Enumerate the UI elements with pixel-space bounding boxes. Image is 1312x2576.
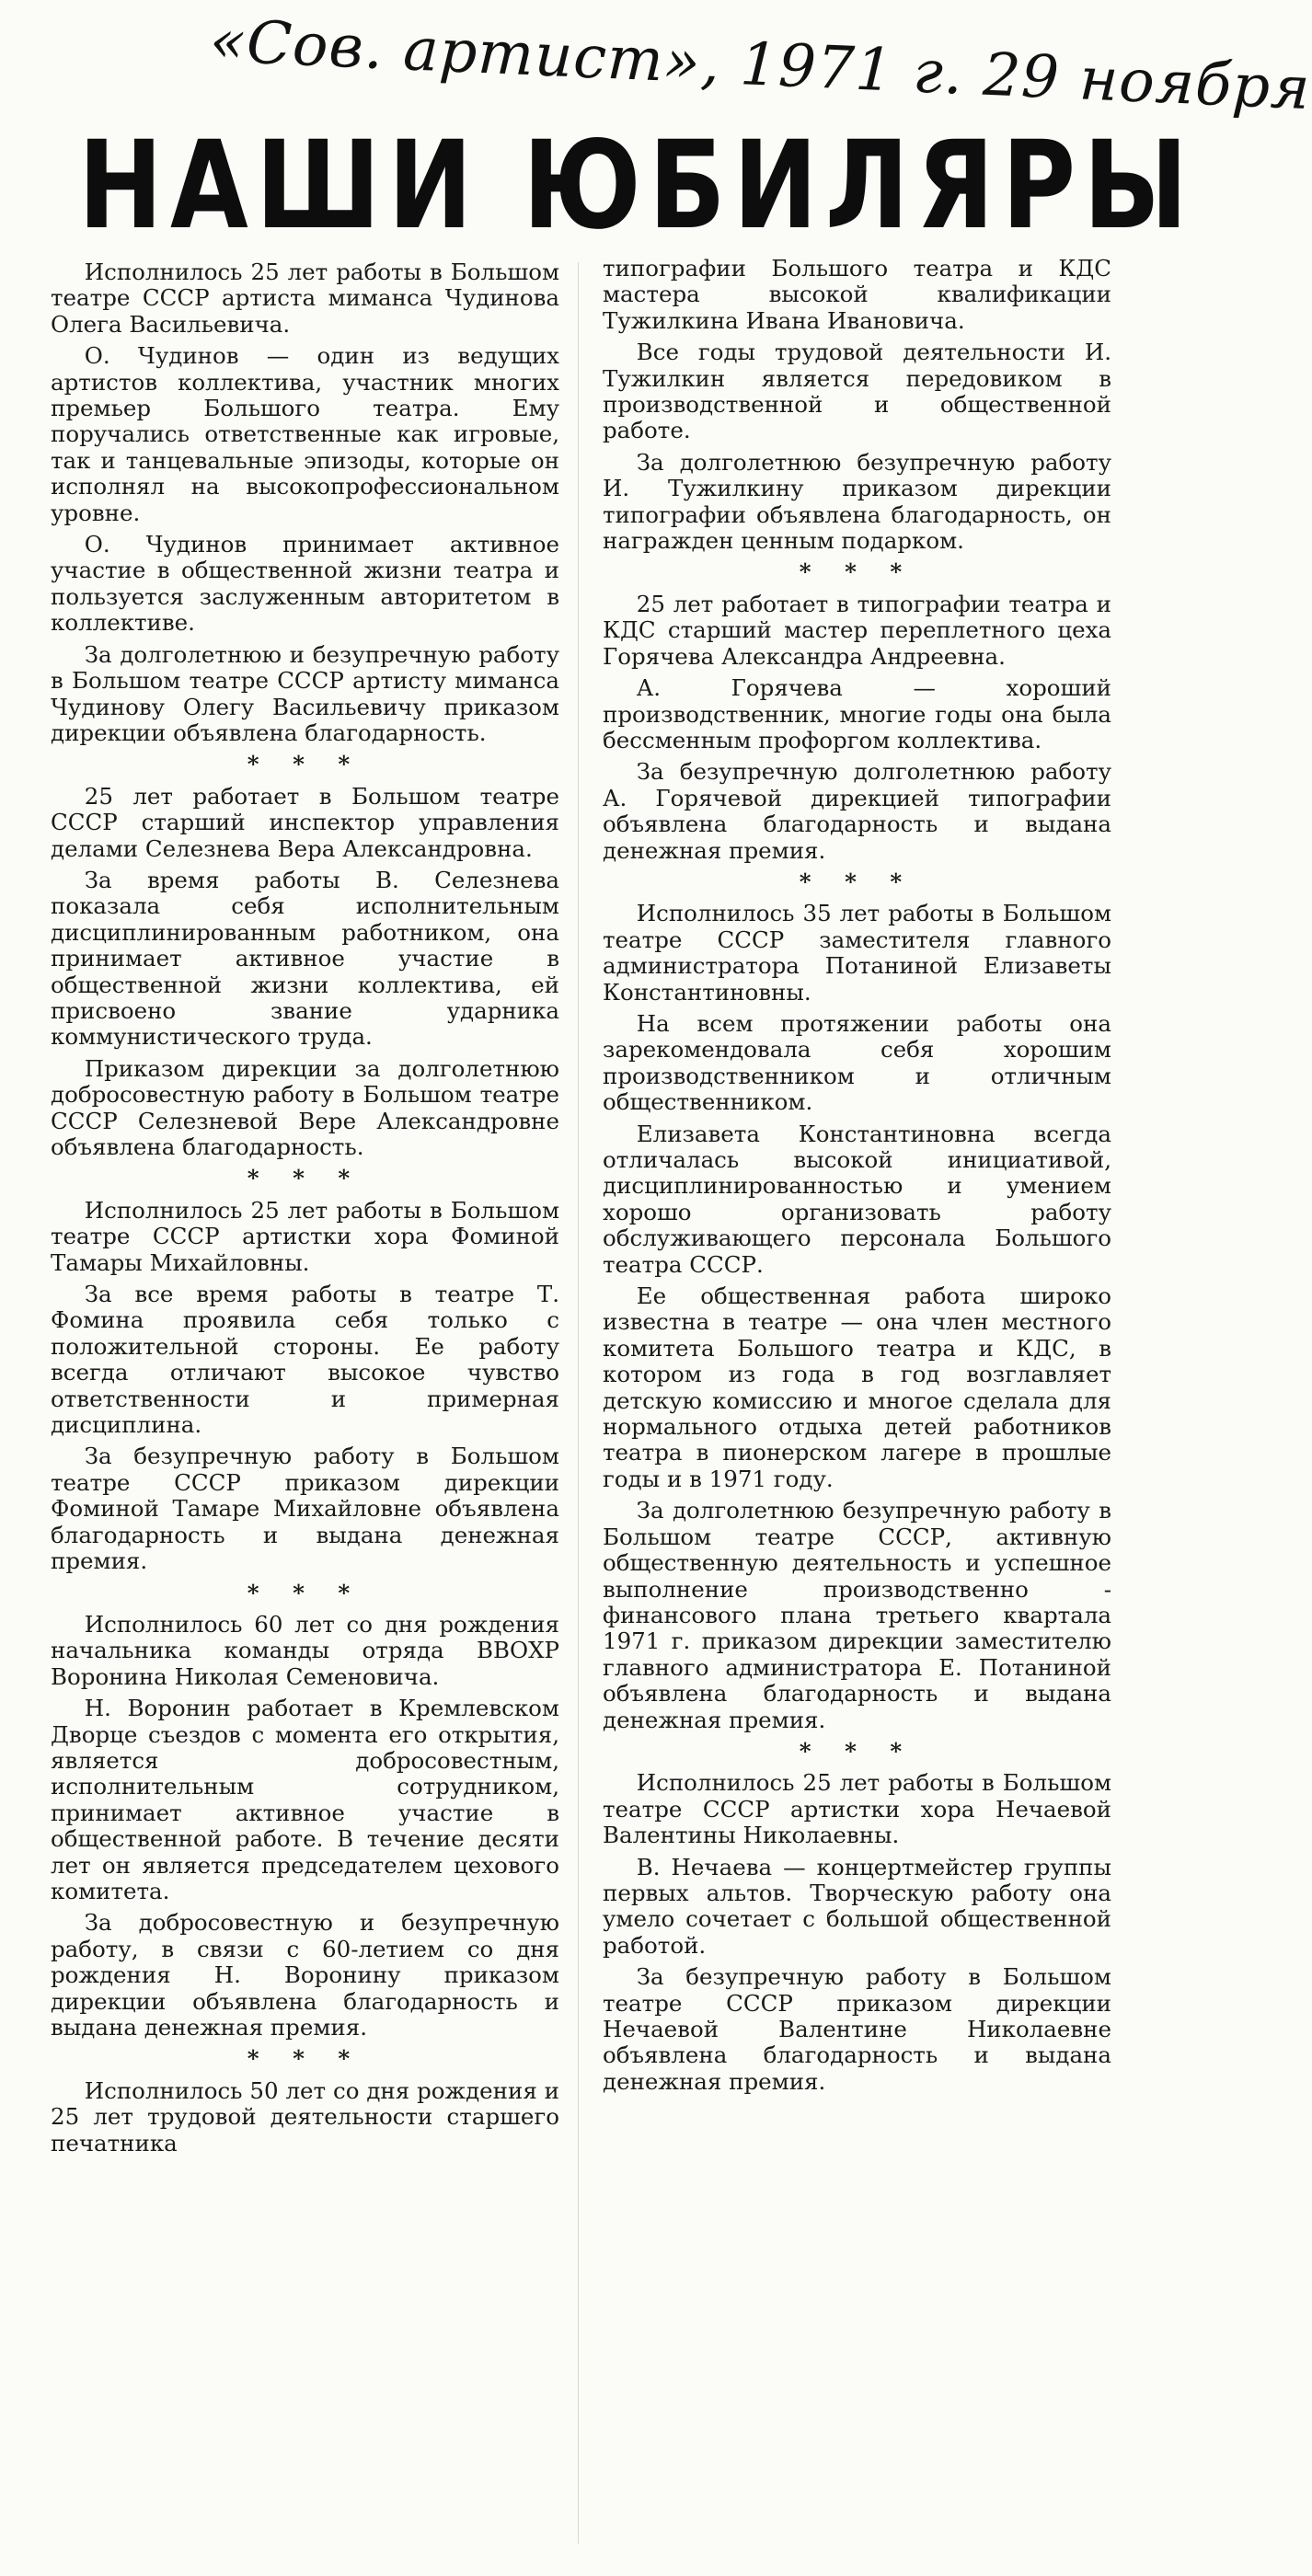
article-paragraph: Все годы трудовой деятельности И. Тужилкин является передовиком в производственной и общественной работе.	[603, 339, 1111, 444]
section-separator: * * *	[799, 1737, 915, 1765]
article-paragraph: За долголетнюю безупречную работу И. Тужилкину приказом дирекции типографии объявлена благодарность, он награжден ценным подарком.	[603, 448, 1111, 555]
section-separator: * * *	[247, 1579, 363, 1606]
article-paragraph: За долголетнюю и безупречную работу в Большом театре СССР артисту миманса Чудинову Олегу Васильевичу приказом дирекции объявлена благодарность.	[51, 640, 559, 746]
article-paragraph: 25 лет работает в типографии театра и КДС старший мастер переплетного цеха Горячева Александра Андреевна.	[603, 590, 1111, 670]
section-separator: * * *	[247, 1165, 363, 1192]
article-paragraph: Исполнилось 25 лет работы в Большом театре СССР артиста миманса Чудинова Олега Васильевича.	[51, 259, 559, 338]
article-paragraph: За долголетнюю безупречную работу в Большом театре СССР, активную общественную деятельность и успешное выполнение производственно - финансового плана третьего квартала 1971 г. приказом дирекции заместителю главного администратора Е. Потаниной объявлена благодарность и выдана денежная премия.	[603, 1497, 1111, 1733]
article-paragraph: Н. Воронин работает в Кремлевском Дворце съездов с момента его открытия, является добросовестным, исполнительным сотрудником, принимает активное участие в общественной работе. В течение десяти лет он является председателем цехового комитета.	[51, 1695, 559, 1904]
right-column	[603, 256, 1111, 2100]
article-paragraph: Ее общественная работа широко известна в театре — она член местного комитета Большого театра и КДС, в котором из года в год возглавляет детскую комиссию и многое сделала для нормального отдыха детей работников театра в пионерском лагере в прошлые годы и в 1971 году.	[603, 1282, 1111, 1492]
article-paragraph: 25 лет работает в Большом театре СССР старший инспектор управления делами Селезнева Вера Александровна.	[51, 782, 559, 862]
article-paragraph: За безупречную долголетнюю работу А. Горячевой дирекцией типографии объявлена благодарность и выдана денежная премия.	[603, 758, 1111, 864]
article-paragraph: типографии Большого театра и КДС мастера высокой квалификации Тужилкина Ивана Ивановича.	[603, 255, 1111, 334]
left-column	[51, 259, 559, 2162]
section-separator: * * *	[799, 868, 915, 895]
article-paragraph: О. Чудинов — один из ведущих артистов коллектива, участник многих премьер Большого театра. Ему поручались ответственные как игровые, так и танцевальные эпизоды, которые он исполнял на высокопрофессиональном уровне.	[51, 342, 559, 526]
article-paragraph: За безупречную работу в Большом театре СССР приказом дирекции Фоминой Тамаре Михайловне объявлена благодарность и выдана денежная премия.	[51, 1443, 559, 1575]
section-separator: * * *	[247, 751, 363, 778]
headline: НАШИ ЮБИЛЯРЫ	[78, 115, 1196, 257]
section-separator: * * *	[799, 558, 915, 586]
article-paragraph: За время работы В. Селезнева показала себя исполнительным дисциплинированным работником, она принимает активное участие в общественной жизни коллектива, ей присвоено звание ударника коммунистического труда.	[51, 866, 559, 1051]
section-separator: * * *	[247, 2045, 363, 2073]
article-paragraph: На всем протяжении работы она зарекомендовала себя хорошим производственником и отличным общественником.	[603, 1009, 1111, 1116]
article-paragraph: Приказом дирекции за долголетнюю добросовестную работу в Большом театре СССР Селезневой Вере Александровне объявлена благодарность.	[51, 1054, 559, 1160]
handwritten-source-note: «Сов. артист», 1971 г. 29 ноября	[208, 6, 1312, 124]
article-paragraph: За все время работы в театре Т. Фомина проявила себя только с положительной стороны. Ее работу всегда отличают высокое чувство ответственности и примерная дисциплина.	[51, 1281, 559, 1439]
article-paragraph: Исполнилось 60 лет со дня рождения начальника команды отряда ВВОХР Воронина Николая Семеновича.	[51, 1610, 559, 1690]
article-paragraph: Исполнилось 25 лет работы в Большом театре СССР артистки хора Фоминой Тамары Михайловны.	[51, 1196, 559, 1276]
article-paragraph: Елизавета Константиновна всегда отличалась высокой инициативой, дисциплинированностью и умением хорошо организовать работу обслуживающего персонала Большого театра СССР.	[603, 1120, 1111, 1278]
article-paragraph: Исполнилось 50 лет со дня рождения и 25 лет трудовой деятельности старшего печатника	[51, 2076, 559, 2156]
article-paragraph: За добросовестную и безупречную работу, в связи с 60-летием со дня рождения Н. Воронину приказом дирекции объявлена благодарность и выдана денежная премия.	[51, 1909, 559, 2041]
article-paragraph: Исполнилось 35 лет работы в Большом театре СССР заместителя главного администратора Потаниной Елизаветы Константиновны.	[603, 900, 1111, 1006]
column-divider	[578, 262, 579, 2544]
article-paragraph: В. Нечаева — концертмейстер группы первых альтов. Творческую работу она умело сочетает с большой общественной работой.	[603, 1853, 1111, 1959]
article-paragraph: О. Чудинов принимает активное участие в общественной жизни театра и пользуется заслуженным авторитетом в коллективе.	[51, 531, 559, 637]
article-paragraph: За безупречную работу в Большом театре СССР приказом дирекции Нечаевой Валентине Николаевне объявлена благодарность и выдана денежная премия.	[603, 1963, 1111, 2095]
article-paragraph: Исполнилось 25 лет работы в Большом театре СССР артистки хора Нечаевой Валентины Николаевны.	[603, 1769, 1111, 1849]
article-paragraph: А. Горячева — хороший производственник, многие годы она была бессменным профоргом коллектива.	[603, 674, 1111, 753]
